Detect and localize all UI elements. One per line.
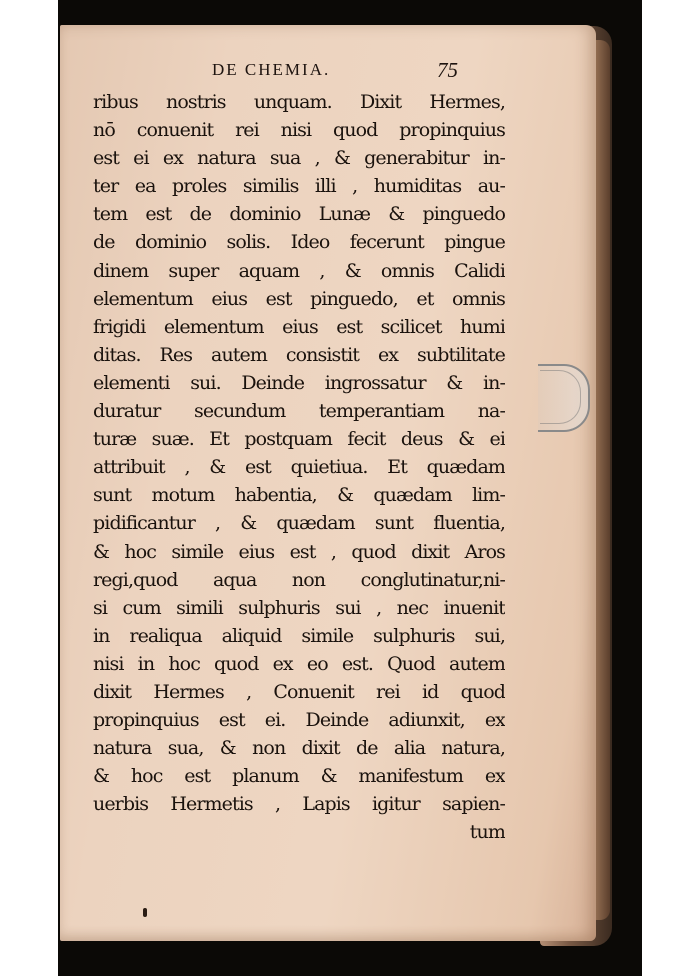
- page-number: 75: [437, 58, 458, 82]
- text-line: propinquius est ei. Deinde adiunxit, ex: [93, 709, 505, 732]
- text-line: elementi sui. Deinde ingrossatur & in-: [93, 371, 505, 394]
- text-line: ter ea proles similis illi , humiditas au-: [93, 175, 505, 198]
- ink-speck: [143, 908, 147, 917]
- text-line: dixit Hermes , Conuenit rei id quod: [93, 680, 505, 703]
- text-line: in realiqua aliquid simile sulphuris sui,: [93, 624, 505, 647]
- text-line: turæ suæ. Et postquam fecit deus & ei: [93, 428, 505, 451]
- text-line: nisi in hoc quod ex eo est. Quod autem: [93, 652, 505, 675]
- text-line: attribuit , & est quietiua. Et quædam: [93, 456, 505, 479]
- text-line: & hoc est planum & manifestum ex: [93, 765, 505, 788]
- text-line: dinem super aquam , & omnis Calidi: [93, 259, 505, 282]
- page-clip-inner: [540, 370, 581, 424]
- text-line: sunt motum habentia, & quædam lim-: [93, 484, 505, 507]
- body-text: [93, 88, 505, 847]
- text-line: ditas. Res autem consistit ex subtilitate: [93, 343, 505, 366]
- text-line: & hoc simile eius est , quod dixit Aros: [93, 540, 505, 563]
- text-line: duratur secundum temperantiam na-: [93, 400, 505, 423]
- text-line: si cum simili sulphuris sui , nec inuenit: [93, 596, 505, 619]
- catchword: tum: [469, 821, 505, 844]
- running-head: DE CHEMIA.: [212, 60, 331, 79]
- text-line: elementum eius est pinguedo, et omnis: [93, 287, 505, 310]
- text-line: est ei ex natura sua , & generabitur in-: [93, 147, 505, 170]
- text-line: uerbis Hermetis , Lapis igitur sapien-: [93, 793, 505, 816]
- text-line: de dominio solis. Ideo fecerunt pingue: [93, 231, 505, 254]
- text-line: regi,quod aqua non conglutinatur,ni-: [93, 568, 505, 591]
- text-line: natura sua, & non dixit de alia natura,: [93, 737, 505, 760]
- text-line: nō conuenit rei nisi quod propinquius: [93, 119, 505, 142]
- text-line: tem est de dominio Lunæ & pinguedo: [93, 203, 505, 226]
- text-line: ribus nostris unquam. Dixit Hermes,: [93, 91, 505, 113]
- text-line: frigidi elementum eius est scilicet humi: [93, 315, 505, 338]
- text-line: pidificantur , & quædam sunt fluentia,: [93, 512, 505, 535]
